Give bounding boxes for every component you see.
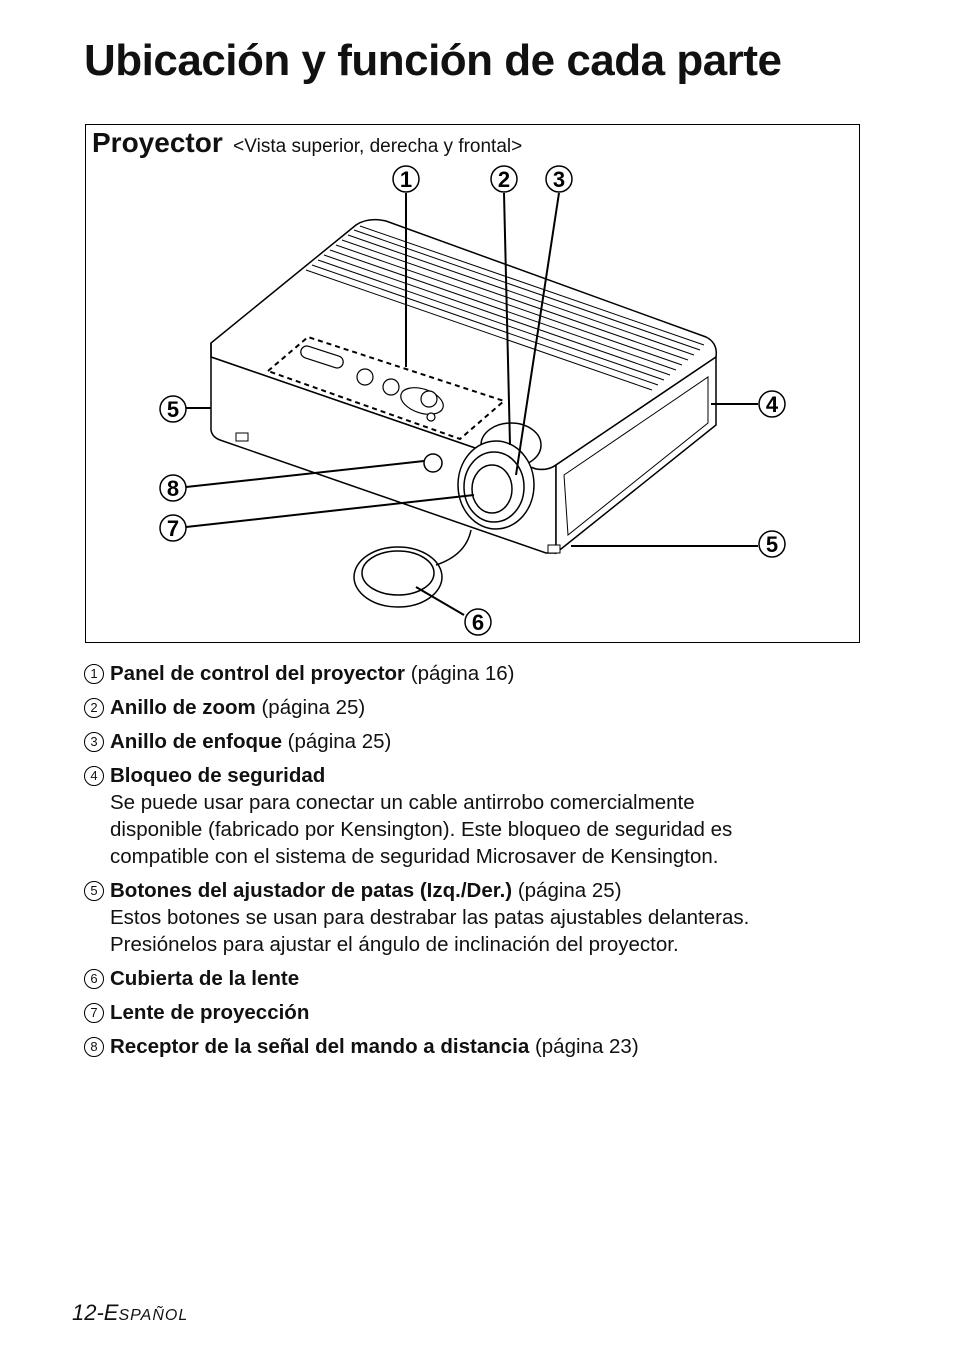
- lens-cover: [354, 547, 442, 607]
- svg-text:6: 6: [471, 610, 485, 635]
- item-label: Anillo de zoom: [110, 696, 256, 719]
- legend-item: [84, 660, 864, 687]
- projector-figure: [85, 124, 860, 643]
- item-page-ref: (página 25): [261, 696, 366, 719]
- callout-4: [759, 391, 785, 417]
- item-page-ref: (página 25): [517, 879, 622, 902]
- item-label: Bloqueo de seguridad: [110, 764, 326, 787]
- item-number: 6: [84, 969, 104, 989]
- lens-cover-strap: [436, 530, 471, 565]
- item-number: 4: [84, 766, 104, 786]
- item-label: Cubierta de la lente: [110, 967, 300, 990]
- item-label: Anillo de enfoque: [110, 730, 282, 753]
- remote-receptor: [424, 454, 442, 472]
- item-number: 3: [84, 732, 104, 752]
- item-page-ref: (página 23): [534, 1035, 639, 1058]
- item-number: 2: [84, 698, 104, 718]
- callout-5-left: [160, 396, 186, 422]
- svg-text:4: 4: [765, 392, 779, 417]
- callout-6: [465, 609, 491, 635]
- page-footer: [72, 1300, 188, 1326]
- svg-text:3: 3: [552, 167, 566, 192]
- callout-8: [160, 475, 186, 501]
- svg-text:5: 5: [166, 397, 180, 422]
- item-label: Panel de control del proyector: [110, 662, 406, 685]
- svg-text:1: 1: [399, 167, 413, 192]
- page-number: 12-E: [72, 1300, 119, 1325]
- legend-item: [84, 694, 864, 721]
- callout-1: [393, 166, 419, 192]
- item-label: Receptor de la señal del mando a distancia: [110, 1035, 530, 1058]
- footer-language: SPAÑOL: [118, 1307, 189, 1324]
- figure-title: Proyector: [92, 127, 223, 158]
- item-description-line: Estos botones se usan para destrabar las patas ajustables delanteras.: [110, 906, 750, 929]
- item-description-line: compatible con el sistema de seguridad Microsaver de Kensington.: [110, 845, 719, 868]
- callout-3: [546, 166, 572, 192]
- item-description-line: Se puede usar para conectar un cable antirrobo comercialmente: [110, 791, 695, 814]
- svg-text:2: 2: [497, 167, 511, 192]
- legend-item: [84, 877, 864, 958]
- legend-item: [84, 999, 864, 1026]
- parts-legend: [84, 660, 864, 1067]
- item-number: 1: [84, 664, 104, 684]
- item-label: Lente de proyección: [110, 1001, 310, 1024]
- figure-subtitle: <Vista superior, derecha y frontal>: [233, 136, 523, 157]
- item-page-ref: (página 16): [410, 662, 515, 685]
- item-page-ref: (página 25): [287, 730, 392, 753]
- item-number: 8: [84, 1037, 104, 1057]
- callout-5-right: [759, 531, 785, 557]
- legend-item: [84, 965, 864, 992]
- legend-item: [84, 1033, 864, 1060]
- callout-2: [491, 166, 517, 192]
- item-label: Botones del ajustador de patas (Izq./Der.): [110, 879, 513, 902]
- item-description-line: Presiónelos para ajustar el ángulo de inclinación del proyector.: [110, 933, 679, 956]
- svg-text:5: 5: [765, 532, 779, 557]
- projector-illustration: [86, 125, 861, 644]
- legend-item: [84, 762, 864, 870]
- legend-item: [84, 728, 864, 755]
- item-number: 7: [84, 1003, 104, 1023]
- item-description-line: disponible (fabricado por Kensington). Este bloqueo de seguridad es: [110, 818, 733, 841]
- item-number: 5: [84, 881, 104, 901]
- callout-7: [160, 515, 186, 541]
- page-title: Ubicación y función de cada parte: [84, 36, 782, 85]
- svg-text:8: 8: [166, 476, 180, 501]
- svg-text:7: 7: [166, 516, 180, 541]
